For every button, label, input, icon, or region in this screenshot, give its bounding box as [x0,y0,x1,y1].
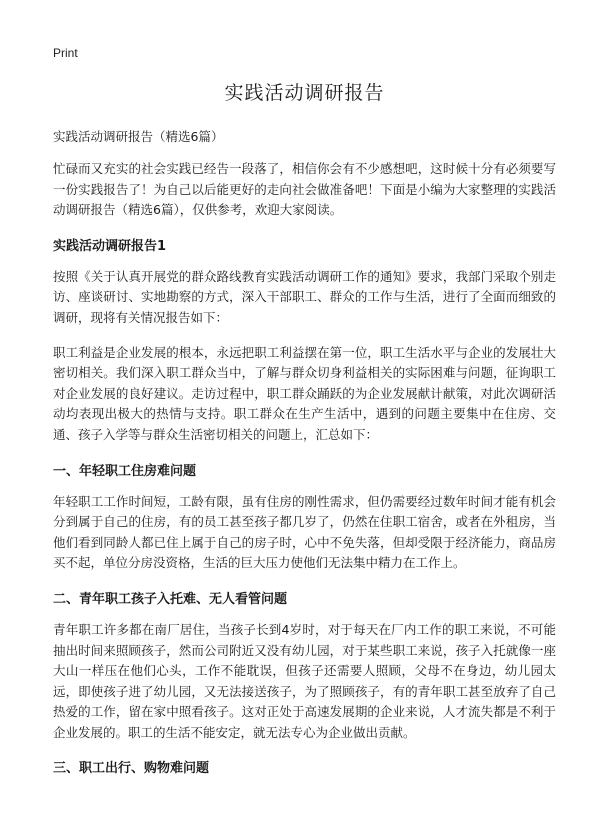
report1-paragraph-1: 按照《关于认真开展党的群众路线教育实践活动调研工作的通知》要求，我部门采取个别走访、座谈研讨、实地勘察的方式，深入干部职工、群众的工作与生活，进行了全面而细致的调研，现将有关情况报告如下： [53,268,556,325]
intro-paragraph: 忙碌而又充实的社会实践已经告一段落了，相信你会有不少感想吧，这时候十分有必须要写一份实践报告了！为自己以后能更好的走向社会做准备吧！下面是小编为大家整理的实践活动调研报告（精选6篇），仅供参考，欢迎大家阅读。 [53,161,556,218]
section-2-heading: 二、青年职工孩子入托难、无人看管问题 [53,591,288,607]
section-1-paragraph: 年轻职工工作时间短，工龄有限，虽有住房的刚性需求，但仍需要经过数年时间才能有机会分到属于自己的住房，有的员工甚至孩子都几岁了，仍然在住职工宿舍，或者在外租房，当他们看到同龄人都已住上属于自己的房子时，心中不免失落，但却受限于经济能力，商品房买不起，单位分房没资格，生活的巨大压力使他们无法集中精力在工作上。 [53,493,556,571]
document-subtitle: 实践活动调研报告（精选6篇） [53,129,224,144]
document-title: 实践活动调研报告 [224,82,385,104]
print-link[interactable]: Print [53,46,78,60]
section-1-heading: 一、年轻职工住房难问题 [53,463,197,479]
section-2-paragraph: 青年职工许多都在南厂居住，当孩子长到4岁时，对于每天在厂内工作的职工来说，不可能抽出时间来照顾孩子，然而公司附近又没有幼儿园，对于某些职工来说，孩子入托就像一座大山一样压在他们心头，工作不能耽误，但孩子还需要人照顾，父母不在身边，幼儿园太远，即使孩子进了幼儿园，又无法接送孩子，为了照顾孩子，有的青年职工甚至放弃了自己热爱的工作，留在家中照看孩子。这对正处于高速发展期的企业来说，人才流失都是不利于企业发展的。职工的生活不能安定，就无法专心为企业做出贡献。 [53,621,556,740]
section-3-heading: 三、职工出行、购物难问题 [53,761,210,777]
report1-paragraph-2: 职工利益是企业发展的根本，永远把职工利益摆在第一位，职工生活水平与企业的发展壮大密切相关。我们深入职工群众当中，了解与群众切身利益相关的实际困难与问题，征询职工对企业发展的良好建议。走访过程中，职工群众踊跃的为企业发展献计献策，对此次调研活动均表现出极大的热情与支持。职工群众在生产生活中，遇到的问题主要集中在住房、交通、孩子入学等与群众生活密切相关的问题上，汇总如下： [53,344,556,442]
report1-heading: 实践活动调研报告1 [53,238,167,254]
